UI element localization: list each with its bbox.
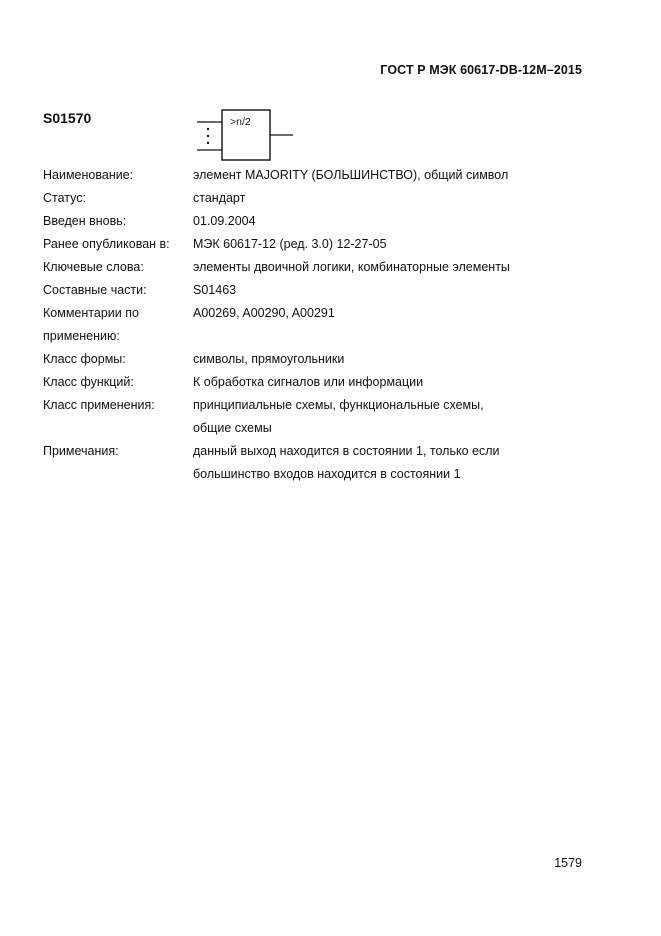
attribute-row <box>43 371 583 394</box>
attribute-row <box>43 440 583 486</box>
attribute-value: символы, прямоугольники <box>193 352 345 366</box>
qualifier-label: >n/2 <box>230 116 251 128</box>
attribute-row <box>43 394 583 440</box>
attribute-value: элемент MAJORITY (БОЛЬШИНСТВО), общий символ <box>193 168 509 182</box>
symbol-code: S01570 <box>43 110 92 126</box>
attribute-row <box>43 302 583 348</box>
attribute-label: Ранее опубликован в: <box>43 237 170 251</box>
attribute-value: S01463 <box>193 283 237 297</box>
attribute-label: Класс функций: <box>43 375 134 389</box>
attribute-value: A00269, A00290, A00291 <box>193 306 335 320</box>
input-dot <box>207 142 209 144</box>
attribute-value: 01.09.2004 <box>193 214 256 228</box>
attribute-row <box>43 279 583 302</box>
attribute-label: Наименование: <box>43 168 134 182</box>
attribute-value: К обработка сигналов или информации <box>193 375 424 389</box>
attribute-label: Класс формы: <box>43 352 126 366</box>
attribute-label: Ключевые слова: <box>43 260 144 274</box>
attribute-value: принципиальные схемы, функциональные схемы, общие схемы <box>193 398 484 435</box>
attribute-row <box>43 210 583 233</box>
attribute-row <box>43 256 583 279</box>
attribute-value: МЭК 60617-12 (ред. 3.0) 12-27-05 <box>193 237 387 251</box>
input-dot <box>207 135 209 137</box>
attribute-row <box>43 164 583 187</box>
document-header: ГОСТ Р МЭК 60617-DB-12M–2015 <box>380 63 582 77</box>
attribute-label: Класс применения: <box>43 398 155 412</box>
attribute-row <box>43 187 583 210</box>
attribute-label: Статус: <box>43 191 86 205</box>
attribute-value: данный выход находится в состоянии 1, только если большинство входов находится в состоянии 1 <box>193 444 500 481</box>
attribute-label: Комментарии по применению: <box>43 306 139 343</box>
attribute-row <box>43 233 583 256</box>
input-dot <box>207 128 209 130</box>
majority-element-symbol <box>194 108 294 164</box>
attribute-value: элементы двоичной логики, комбинаторные элементы <box>193 260 510 274</box>
page-number: 1579 <box>554 856 582 870</box>
attribute-value: стандарт <box>193 191 246 205</box>
attribute-label: Примечания: <box>43 444 119 458</box>
attribute-row <box>43 348 583 371</box>
attribute-label: Введен вновь: <box>43 214 127 228</box>
attribute-label: Составные части: <box>43 283 147 297</box>
attribute-table <box>43 164 583 486</box>
